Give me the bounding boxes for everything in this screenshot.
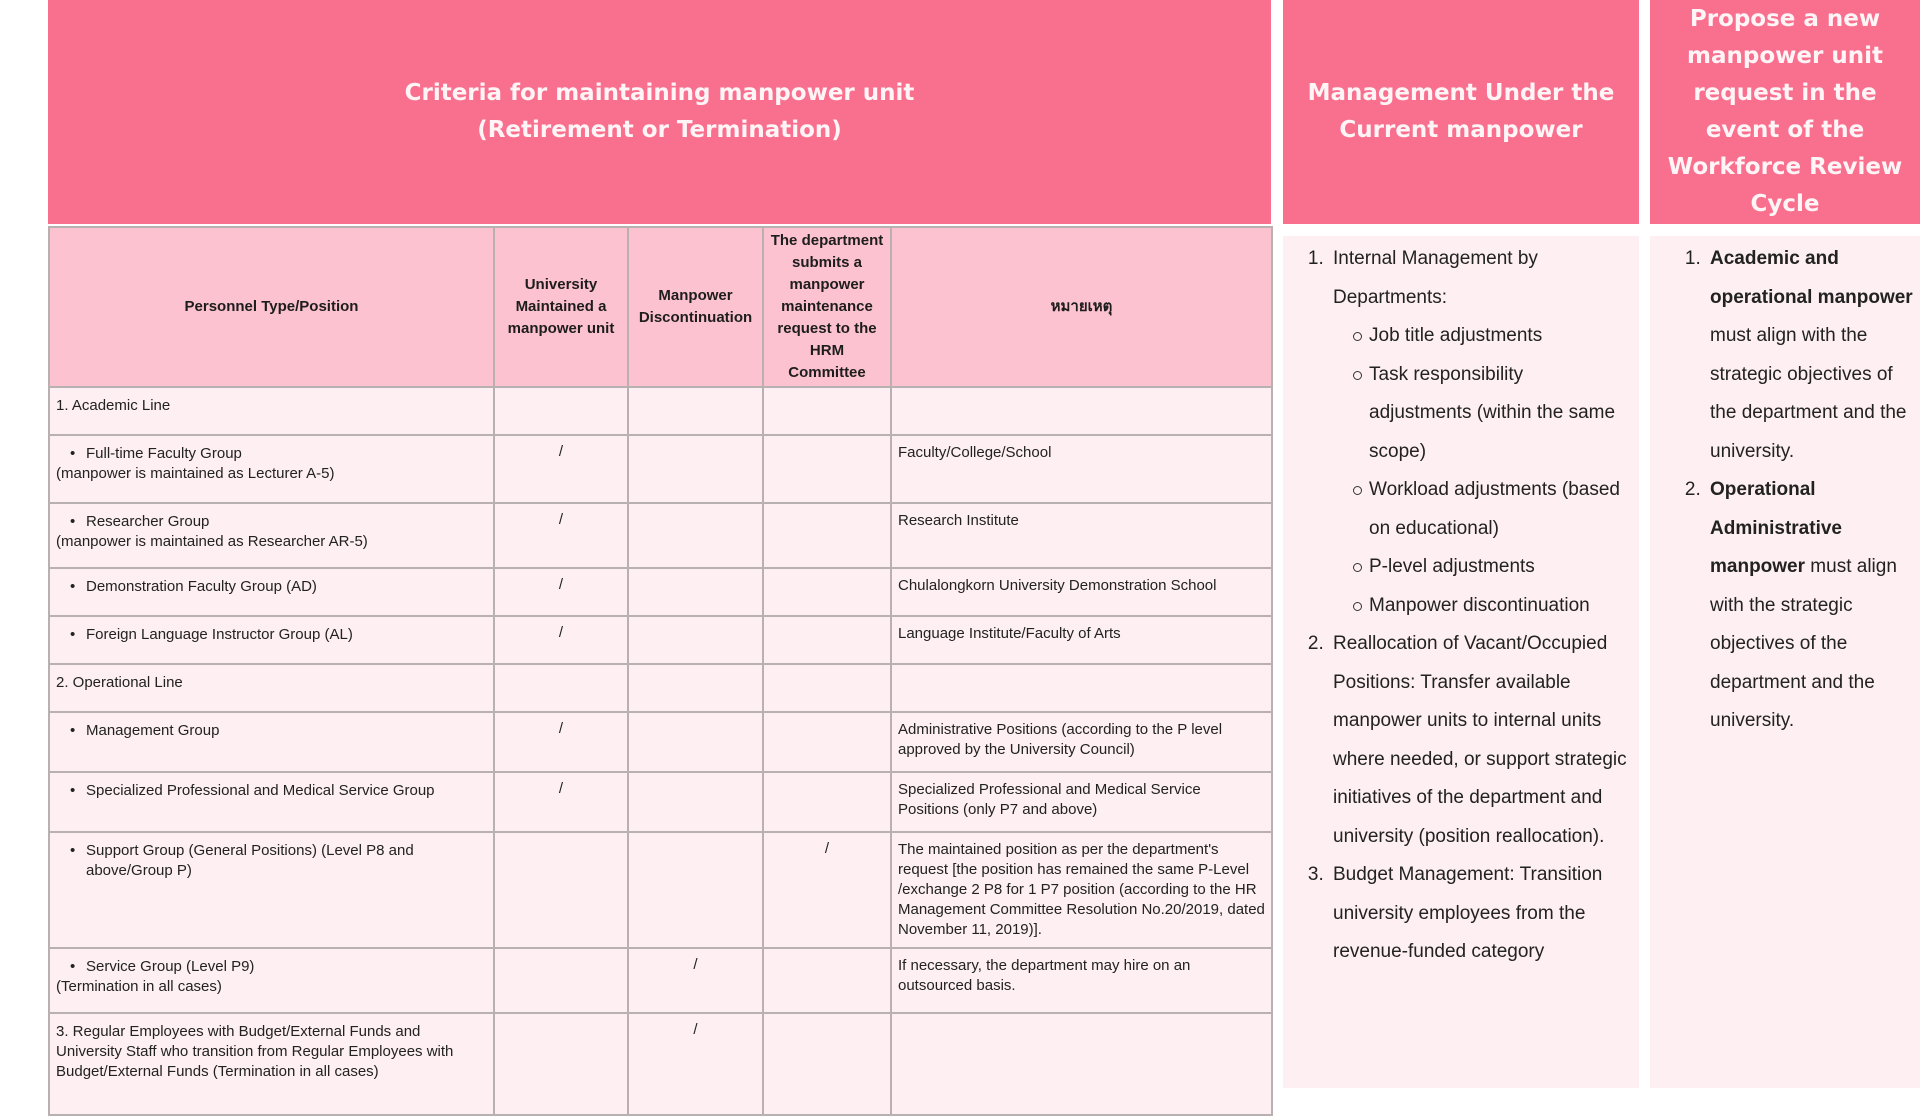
- discontinued-cell: [628, 772, 763, 832]
- maintained-cell: /: [494, 772, 628, 832]
- col-header-discontinued: Manpower Discontinuation: [628, 227, 763, 387]
- request-cell: [763, 712, 891, 772]
- request-cell: [763, 435, 891, 503]
- maintained-cell: /: [494, 435, 628, 503]
- request-cell: [763, 616, 891, 664]
- remarks-cell: [891, 664, 1272, 712]
- discontinued-cell: [628, 435, 763, 503]
- row-type-label: • Researcher Group: [56, 512, 487, 532]
- remarks-cell: [891, 387, 1272, 435]
- list-item: [1706, 240, 1914, 471]
- row-type-label: • Support Group (General Positions) (Level P8 and above/Group P): [56, 841, 487, 881]
- current-manpower-header: [1283, 0, 1639, 224]
- maintained-cell: /: [494, 568, 628, 616]
- sub-list-item: Manpower discontinuation: [1353, 587, 1629, 626]
- criteria-title-line2: (Retirement or Termination): [477, 117, 842, 143]
- row-type-cell: [49, 503, 494, 568]
- request-cell: /: [763, 832, 891, 948]
- row-type-label: • Demonstration Faculty Group (AD): [56, 577, 487, 597]
- table-row: [49, 948, 1272, 1013]
- remarks-cell: Administrative Positions (according to the P level approved by the University Council): [891, 712, 1272, 772]
- panel2-title: Propose a new manpower unit request in the event of the Workforce Review Cycle: [1667, 6, 1903, 217]
- row-type-cell: [49, 616, 494, 664]
- remarks-cell: Language Institute/Faculty of Arts: [891, 616, 1272, 664]
- table-row: [49, 503, 1272, 568]
- proposal-list: [1690, 240, 1914, 741]
- row-type-cell: [49, 435, 494, 503]
- maintained-cell: [494, 664, 628, 712]
- remarks-cell: The maintained position as per the department's request [the position has remained the same P-Level /exchange 2 P8 for 1 P7 position (according to the HR Management Committee Resolution No.20/2019, dated November 11, 2019)].: [891, 832, 1272, 948]
- request-cell: [763, 503, 891, 568]
- table-header-row: [49, 227, 1272, 387]
- remarks-cell: [891, 1013, 1272, 1115]
- sub-list-item: Job title adjustments: [1353, 317, 1629, 356]
- request-cell: [763, 387, 891, 435]
- maintained-cell: /: [494, 616, 628, 664]
- management-list: [1313, 240, 1629, 972]
- discontinued-cell: [628, 387, 763, 435]
- internal-management-sublist: [1333, 317, 1629, 625]
- row-type-label: • Specialized Professional and Medical Service Group: [56, 781, 487, 801]
- sub-list-item: Task responsibility adjustments (within the same scope): [1353, 356, 1629, 472]
- remarks-cell: Chulalongkorn University Demonstration School: [891, 568, 1272, 616]
- new-manpower-panel: [1650, 0, 1920, 1088]
- list-item: [1706, 471, 1914, 741]
- table-row: [49, 664, 1272, 712]
- row-type-label: • Management Group: [56, 721, 487, 741]
- request-cell: [763, 948, 891, 1013]
- table-row: [49, 832, 1272, 948]
- maintained-cell: /: [494, 712, 628, 772]
- maintained-cell: [494, 387, 628, 435]
- discontinued-cell: [628, 664, 763, 712]
- sub-list-item: P-level adjustments: [1353, 548, 1629, 587]
- discontinued-cell: [628, 712, 763, 772]
- table-row: [49, 387, 1272, 435]
- current-manpower-panel: [1283, 0, 1639, 1088]
- table-row: [49, 772, 1272, 832]
- table-row: [49, 568, 1272, 616]
- remarks-cell: Research Institute: [891, 503, 1272, 568]
- row-type-cell: [49, 772, 494, 832]
- request-cell: [763, 1013, 891, 1115]
- row-type-label: 2. Operational Line: [56, 674, 183, 691]
- row-type-sub: (manpower is maintained as Researcher AR-5): [56, 533, 368, 550]
- request-cell: [763, 772, 891, 832]
- table-row: [49, 435, 1272, 503]
- row-type-label: • Service Group (Level P9): [56, 957, 487, 977]
- row-type-label: • Full-time Faculty Group: [56, 444, 487, 464]
- list-item-text: must align with the strategic objectives of the department and the university.: [1710, 556, 1897, 731]
- row-type-cell: [49, 712, 494, 772]
- criteria-title-line1: Criteria for maintaining manpower unit: [404, 80, 915, 106]
- maintained-cell: /: [494, 503, 628, 568]
- row-type-cell: [49, 1013, 494, 1115]
- list-item-text: must align with the strategic objectives of the department and the university.: [1710, 325, 1907, 462]
- internal-management-label: Internal Management by Departments:: [1333, 248, 1538, 308]
- panel1-title-line1: Management Under the: [1307, 80, 1615, 106]
- maintained-cell: [494, 948, 628, 1013]
- discontinued-cell: /: [628, 948, 763, 1013]
- discontinued-cell: [628, 832, 763, 948]
- maintained-cell: [494, 832, 628, 948]
- list-item: [1329, 240, 1629, 625]
- maintained-cell: [494, 1013, 628, 1115]
- table-row: [49, 1013, 1272, 1115]
- row-type-sub: (Termination in all cases): [56, 978, 222, 995]
- discontinued-cell: [628, 503, 763, 568]
- table-row: [49, 712, 1272, 772]
- row-type-label: • Foreign Language Instructor Group (AL): [56, 625, 487, 645]
- row-type-label: 1. Academic Line: [56, 397, 171, 414]
- criteria-table: [48, 226, 1273, 1116]
- row-type-cell: [49, 664, 494, 712]
- list-item: 3. Budget Management: Transition university employees from the revenue-funded category: [1329, 856, 1629, 972]
- current-manpower-body: [1283, 236, 1639, 1088]
- remarks-cell: Faculty/College/School: [891, 435, 1272, 503]
- sub-list-item: Workload adjustments (based on educational): [1353, 471, 1629, 548]
- discontinued-cell: [628, 568, 763, 616]
- col-header-maintained: University Maintained a manpower unit: [494, 227, 628, 387]
- row-type-label: 3. Regular Employees with Budget/External Funds and University Staff who transition from Regular Employees with Budget/External Funds (Termination in all cases): [56, 1023, 454, 1080]
- criteria-header: [48, 0, 1271, 224]
- panel1-title-line2: Current manpower: [1339, 117, 1583, 143]
- col-header-request: The department submits a manpower maintenance request to the HRM Committee: [763, 227, 891, 387]
- operational-admin-label: Operational Administrative manpower: [1710, 479, 1842, 577]
- new-manpower-body: [1650, 236, 1920, 1088]
- table-row: [49, 616, 1272, 664]
- request-cell: [763, 568, 891, 616]
- row-type-cell: [49, 832, 494, 948]
- academic-operational-label: Academic and operational manpower: [1710, 248, 1913, 308]
- discontinued-cell: /: [628, 1013, 763, 1115]
- col-header-type: Personnel Type/Position: [49, 227, 494, 387]
- row-type-cell: [49, 568, 494, 616]
- remarks-cell: If necessary, the department may hire on an outsourced basis.: [891, 948, 1272, 1013]
- new-manpower-header: [1650, 0, 1920, 224]
- request-cell: [763, 664, 891, 712]
- row-type-sub: (manpower is maintained as Lecturer A-5): [56, 465, 335, 482]
- remarks-cell: Specialized Professional and Medical Service Positions (only P7 and above): [891, 772, 1272, 832]
- row-type-cell: [49, 948, 494, 1013]
- col-header-remarks: หมายเหตุ: [891, 227, 1272, 387]
- list-item: 2. Reallocation of Vacant/Occupied Positions: Transfer available manpower units to internal units where needed, or support strategic initiatives of the department and university (position reallocation).: [1329, 625, 1629, 856]
- row-type-cell: [49, 387, 494, 435]
- criteria-table-section: [48, 0, 1271, 1116]
- discontinued-cell: [628, 616, 763, 664]
